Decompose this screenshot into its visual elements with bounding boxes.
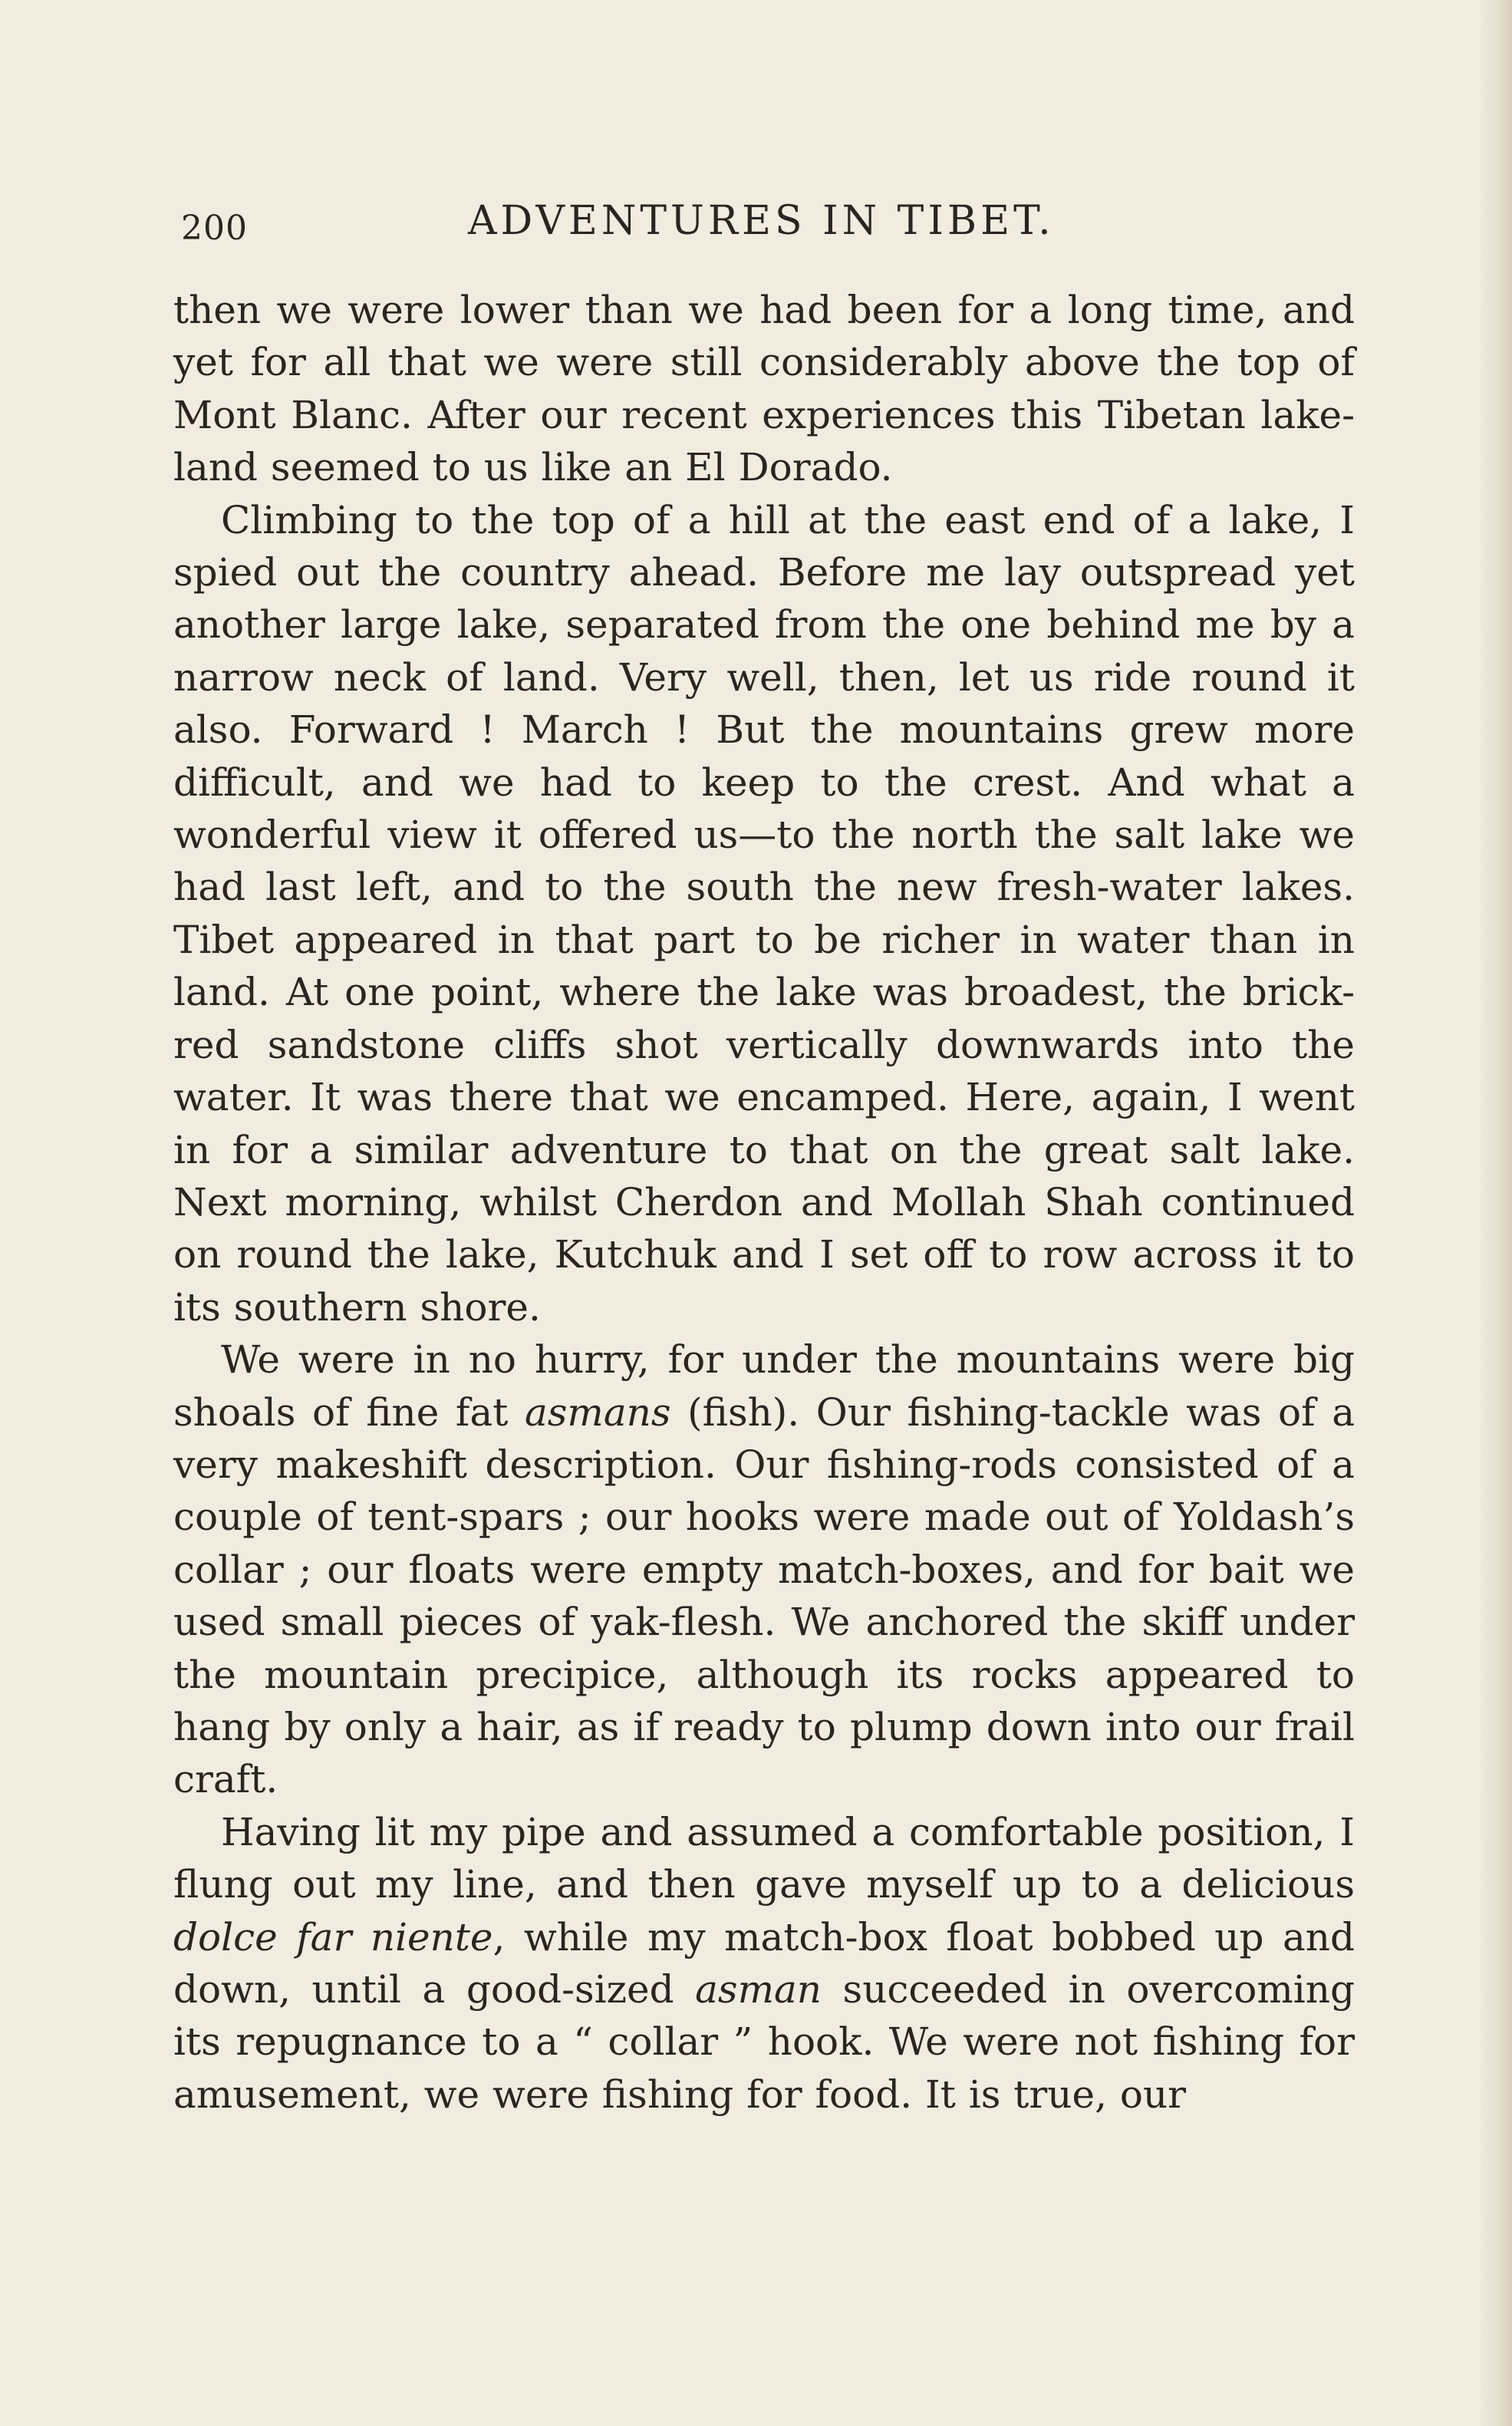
text-segment: succeeded in overcoming its repugnance to a “ collar ” hook. We were not fishing for amusement, we were fishing for food. It is true, our [173, 1967, 1355, 2117]
page-header [176, 198, 1358, 253]
body-text [173, 284, 1355, 2121]
italic-term: asman [695, 1967, 822, 2012]
page-edge-shadow [1481, 0, 1512, 2426]
text-segment: Having lit my pipe and assumed a comfortable position, I flung out my line, and then gave myself up to a delicious [173, 1809, 1355, 1907]
italic-term: asmans [524, 1389, 671, 1435]
text-segment: , while my match-box float bobbed up and down, until a good-sized [173, 1914, 1355, 2012]
running-title: ADVENTURES IN TIBET. [468, 198, 1055, 244]
paragraph-3 [173, 1333, 1355, 1806]
paragraph-1 [173, 284, 1355, 494]
paragraph-4 [173, 1806, 1355, 2121]
italic-term: dolce far niente [173, 1914, 493, 1960]
text-segment: (fish). Our fishing-tackle was of a very makeshift description. Our fishing-rods consisted of a couple of tent-spars ; our hooks were made out of Yoldash’s collar ; our floats were empty match-boxes, and for bait we used small pieces of yak-flesh. We anchored the skiff under the mountain precipice, although its rocks appeared to hang by only a hair, as if ready to plump down into our frail craft. [173, 1389, 1356, 1802]
text-segment: then we were lower than we had been for a long time, and yet for all that we were still considerably above the top of Mont Blanc. After our recent experiences this Tibetan lake-land seemed to us like an El Dorado. [173, 288, 1355, 490]
paragraph-2 [173, 494, 1355, 1334]
text-segment: We were in no hurry, for under the mountains were big shoals of fine fat [173, 1337, 1355, 1435]
page-number: 200 [181, 209, 248, 248]
text-segment: Climbing to the top of a hill at the east end of a lake, I spied out the country ahead. Before me lay outspread yet another large lake, separated from the one behind me by a narrow neck of land. Very well, then, let us ride round it also. Forward ! March ! But the mountains grew more difficult, and we had to keep to the crest. And what a wonderful view it offered us—to the north the salt lake we had last left, and to the south the new fresh-water lakes. Tibet appeared in that part to be richer in water than in land. At one point, where the lake was broadest, the brick-red sandstone cliffs shot vertically downwards into the water. It was there that we encamped. Here, again, I went in for a similar adventure to that on the great salt lake. Next morning, whilst Cherdon and Mollah Shah continued on round the lake, Kutchuk and I set off to row across it to its southern shore. [173, 497, 1355, 1330]
